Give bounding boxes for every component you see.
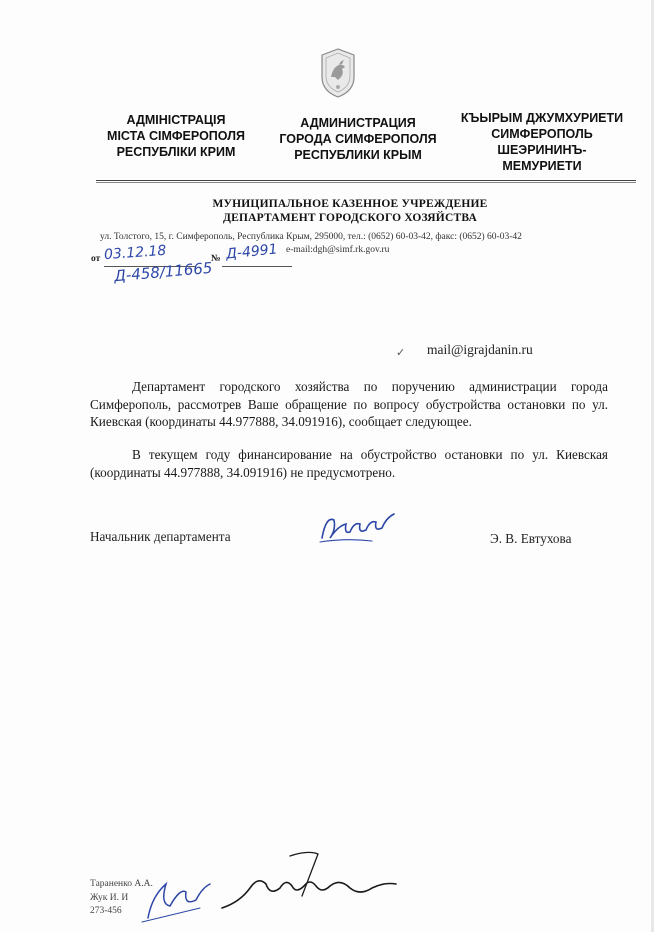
signatory-name: Э. В. Евтухова xyxy=(490,531,572,546)
header-russian: АДМИНИСТРАЦИЯ ГОРОДА СИМФЕРОПОЛЯ РЕСПУБЛИКИ КРЫМ xyxy=(279,116,437,162)
header-divider-thin xyxy=(96,182,636,183)
body-paragraph-1: Департамент городского хозяйства по поручению администрации города Симферополь, рассмотрев Ваше обращение по вопросу обустройства остановки по ул. Киевская (координаты 44.977888, 34.091916), сообщает следующее. xyxy=(90,379,608,429)
body-paragraph-2: В текущем году финансирование на обустройство остановки по ул. Киевская (координаты 44.977888, 34.091916) не предусмотрено. xyxy=(90,447,608,480)
crimea-coat-of-arms-icon xyxy=(318,47,358,99)
check-mark-icon: ✓ xyxy=(396,347,406,359)
executor-phone: 273-456 xyxy=(90,906,122,916)
org-name-line2: ДЕПАРТАМЕНТ ГОРОДСКОГО ХОЗЯЙСТВА xyxy=(223,212,477,224)
handwritten-outgoing-number: Д-4991 xyxy=(225,241,279,263)
date-label: от xyxy=(91,254,101,264)
recipient-email: mail@igrajdanin.ru xyxy=(427,342,533,357)
executor-line-1: Тараненко А.А. xyxy=(90,879,153,889)
executor-info xyxy=(90,878,153,919)
org-email: e-mail:dgh@simf.rk.gov.ru xyxy=(286,245,390,255)
signatory-title: Начальник департамента xyxy=(90,529,231,544)
org-name-line1: МУНИЦИПАЛЬНОЕ КАЗЕННОЕ УЧРЕЖДЕНИЕ xyxy=(212,198,488,210)
org-address: ул. Толстого, 15, г. Симферополь, Республика Крым, 295000, тел.: (0652) 60-03-42, факс: (0652) 60-03-42 xyxy=(100,232,522,242)
executor-line-2: Жук И. И xyxy=(90,892,129,903)
handwritten-registration-number: Д-458/11665 xyxy=(113,258,214,286)
approval-signatures xyxy=(140,848,400,926)
header-crimean-tatar: КЪЫРЫМ ДЖУМХУРИЕТИ СИМФЕРОПОЛЬ ШЕЭРИНИНЪ- МЕМУРИЕТИ xyxy=(460,111,624,173)
header-ukrainian: АДМІНІСТРАЦІЯ МІСТА СІМФЕРОПОЛЯ РЕСПУБЛІКИ КРИМ xyxy=(107,113,245,159)
handwritten-date: 03.12.18 xyxy=(103,242,167,264)
number-label: № xyxy=(211,254,221,264)
number-underline xyxy=(222,266,292,267)
handwritten-signature xyxy=(316,508,400,548)
header-divider xyxy=(96,180,636,181)
